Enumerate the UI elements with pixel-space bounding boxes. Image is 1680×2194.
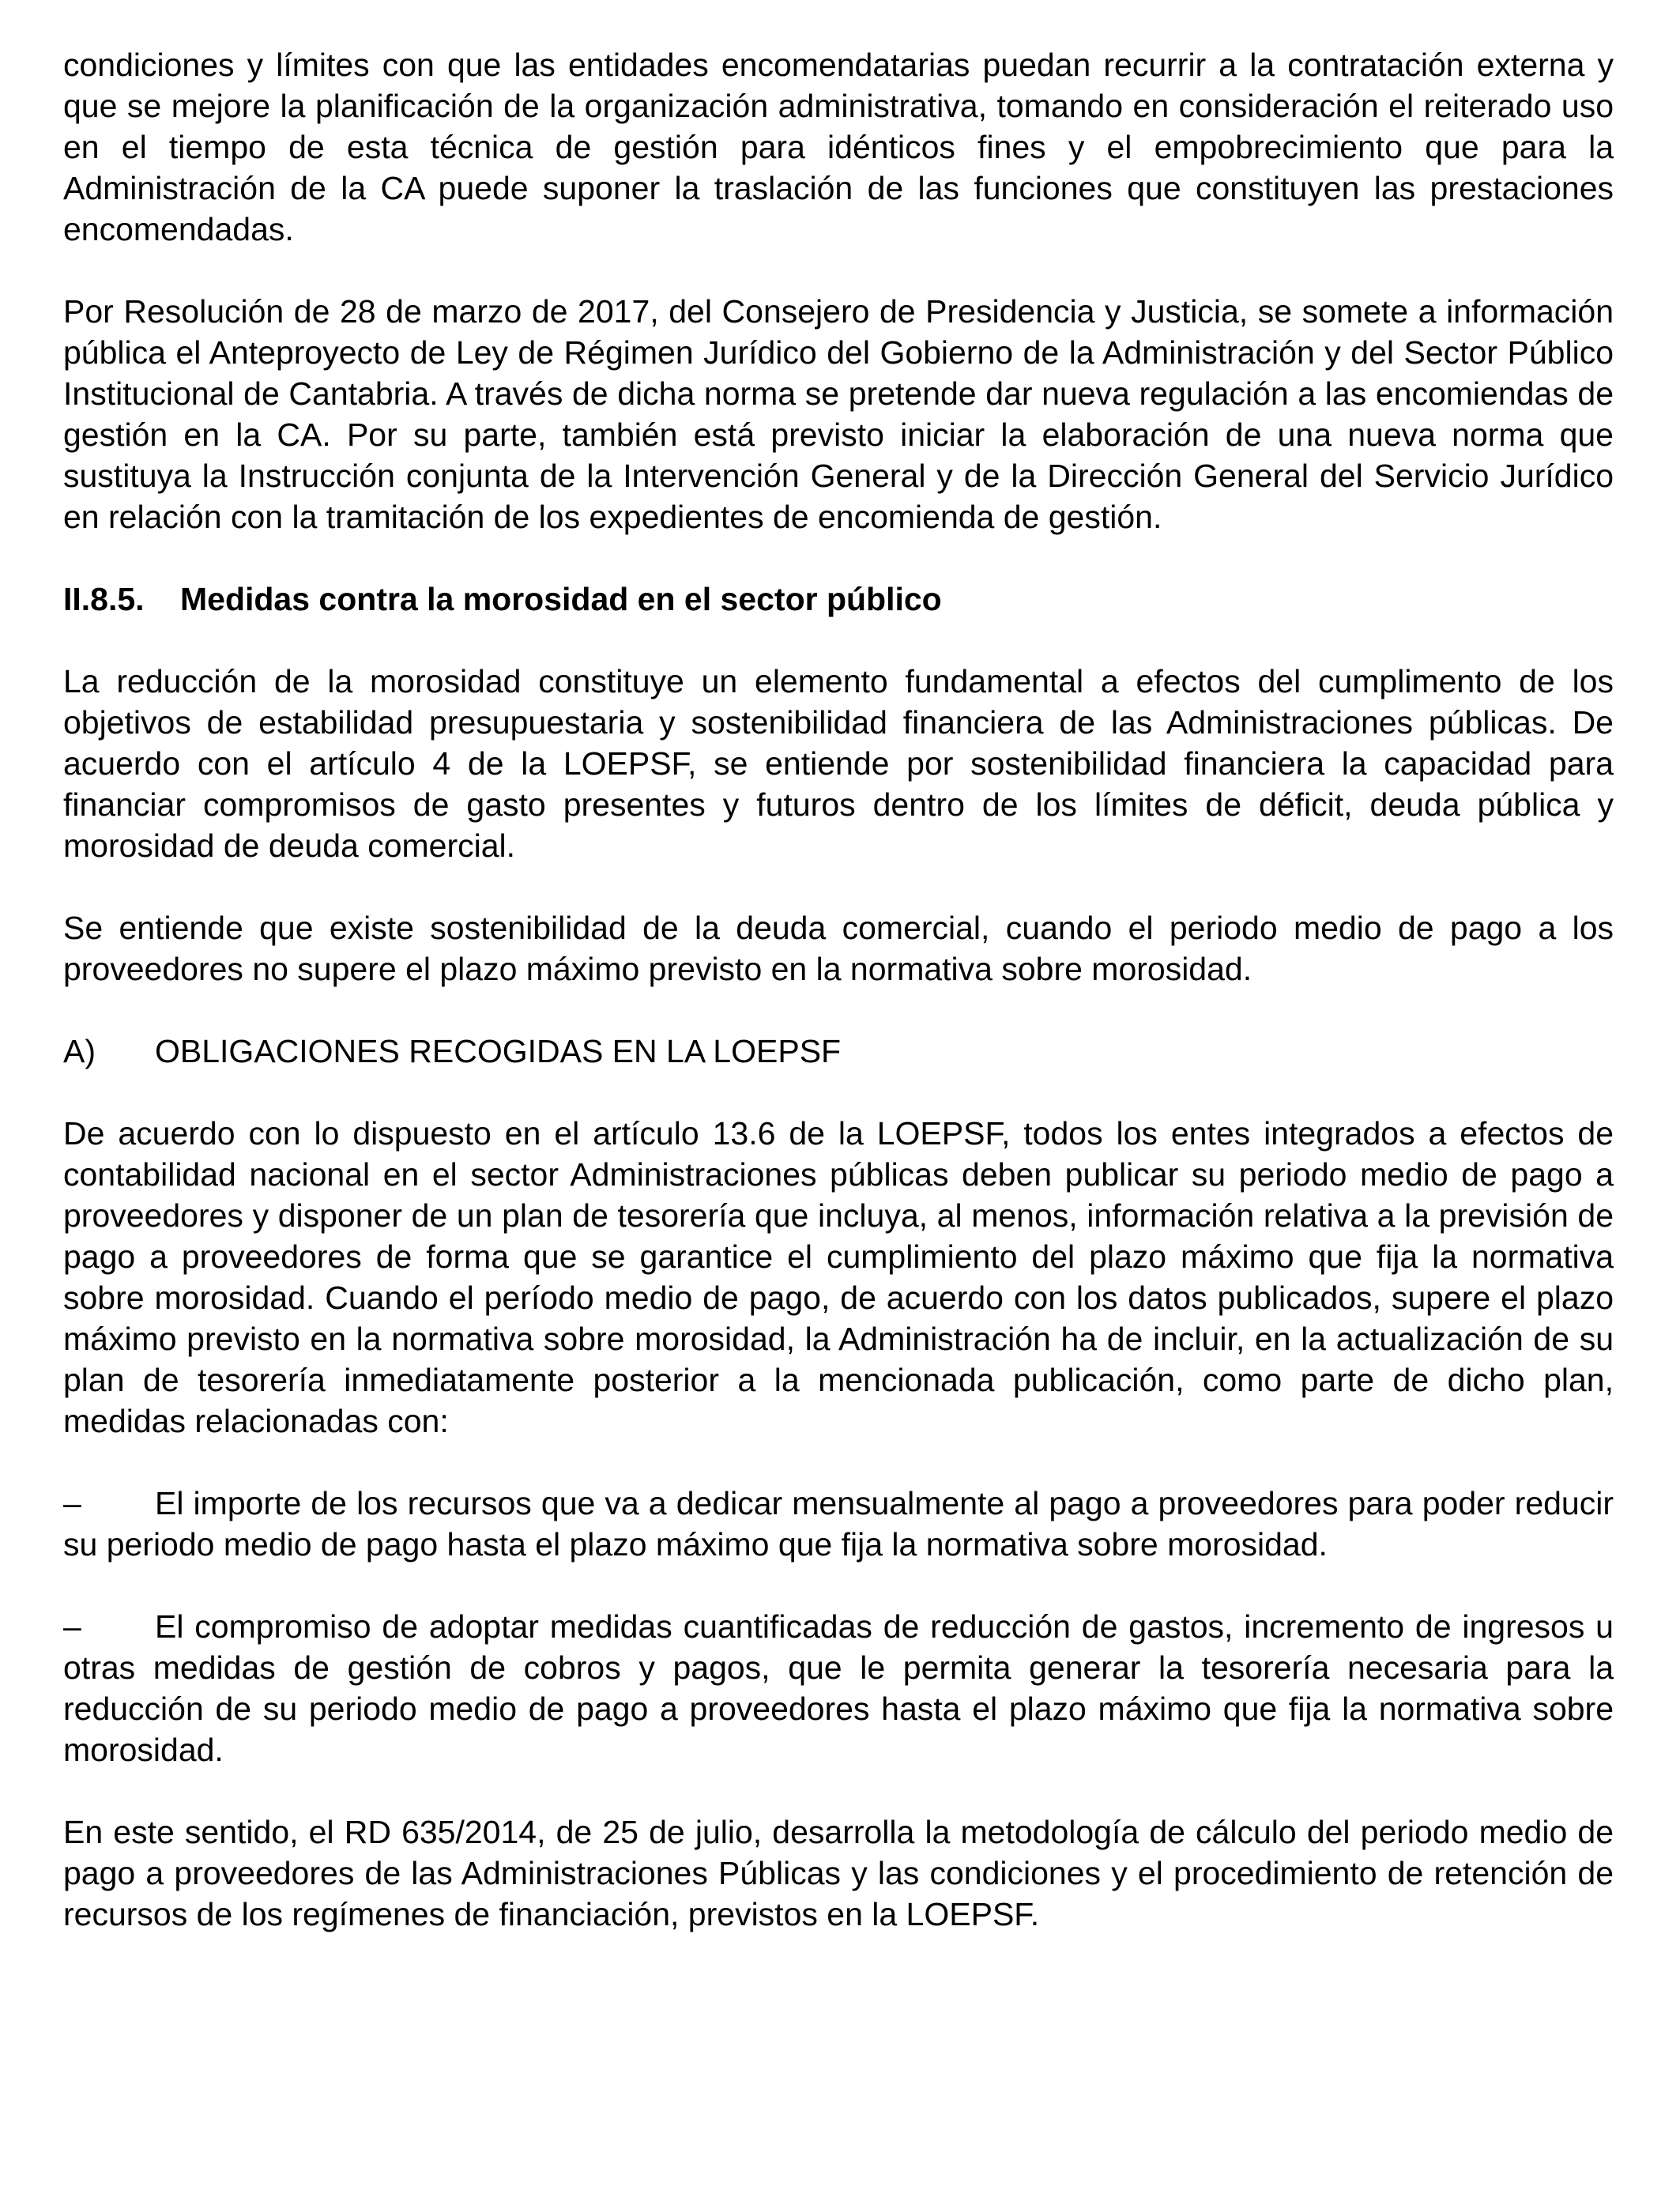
section-number: II.8.5.	[63, 581, 145, 617]
document-page	[63, 44, 1614, 1935]
subsection-heading	[63, 1031, 1614, 1072]
subsection-title: OBLIGACIONES RECOGIDAS EN LA LOEPSF	[155, 1033, 842, 1069]
paragraph-articulo-13-6: De acuerdo con lo dispuesto en el artículo 13.6 de la LOEPSF, todos los entes integrados a efectos de contabilidad nacional en el sector Administraciones públicas deben publicar su periodo medio de pago a proveedores y disponer de un plan de tesorería que incluya, al menos, información relativa a la previsión de pago a proveedores de forma que se garantice el cumplimiento del plazo máximo que fija la normativa sobre morosidad. Cuando el período medio de pago, de acuerdo con los datos publicados, supere el plazo máximo previsto en la normativa sobre morosidad, la Administración ha de incluir, en la actualización de su plan de tesorería inmediatamente posterior a la mencionada publicación, como parte de dicho plan, medidas relacionadas con:	[63, 1115, 1614, 1439]
paragraph-encomiendas-conditions: condiciones y límites con que las entidades encomendatarias puedan recurrir a la contratación externa y que se mejore la planificación de la organización administrativa, tomando en consideración el reiterado uso en el tiempo de esta técnica de gestión para idénticos fines y el empobrecimiento que para la Administración de la CA puede suponer la traslación de las funciones que constituyen las prestaciones encomendadas.	[63, 47, 1614, 247]
bullet-dash: –	[63, 1485, 81, 1521]
paragraph-sostenibilidad-deuda: Se entiende que existe sostenibilidad de la deuda comercial, cuando el periodo medio de pago a los proveedores no supere el plazo máximo previsto en la normativa sobre morosidad.	[63, 910, 1614, 987]
subsection-number: A)	[63, 1033, 96, 1069]
section-title: Medidas contra la morosidad en el sector público	[180, 581, 942, 617]
paragraph-resolucion-2017: Por Resolución de 28 de marzo de 2017, del Consejero de Presidencia y Justicia, se somete a información pública el Anteproyecto de Ley de Régimen Jurídico del Gobierno de la Administración y del Sector Público Institucional de Cantabria. A través de dicha norma se pretende dar nueva regulación a las encomiendas de gestión en la CA. Por su parte, también está previsto iniciar la elaboración de una nueva norma que sustituya la Instrucción conjunta de la Intervención General y de la Dirección General del Servicio Jurídico en relación con la tramitación de los expedientes de encomienda de gestión.	[63, 293, 1614, 535]
paragraph-rd-635-2014: En este sentido, el RD 635/2014, de 25 de julio, desarrolla la metodología de cálculo del periodo medio de pago a proveedores de las Administraciones Públicas y las condiciones y el procedimiento de retención de recursos de los regímenes de financiación, previstos en la LOEPSF.	[63, 1814, 1614, 1932]
bullet-item	[63, 1483, 1614, 1565]
paragraph-reduccion-morosidad: La reducción de la morosidad constituye un elemento fundamental a efectos del cumplimento de los objetivos de estabilidad presupuestaria y sostenibilidad financiera de las Administraciones públicas. De acuerdo con el artículo 4 de la LOEPSF, se entiende por sostenibilidad financiera la capacidad para financiar compromisos de gasto presentes y futuros dentro de los límites de déficit, deuda pública y morosidad de deuda comercial.	[63, 663, 1614, 864]
bullet-text: El importe de los recursos que va a dedicar mensualmente al pago a proveedores para poder reducir su periodo medio de pago hasta el plazo máximo que fija la normativa sobre morosidad.	[63, 1485, 1614, 1563]
section-heading	[63, 579, 1614, 620]
bullet-item	[63, 1606, 1614, 1770]
bullet-dash: –	[63, 1608, 81, 1645]
bullet-text: El compromiso de adoptar medidas cuantificadas de reducción de gastos, incremento de ingresos u otras medidas de gestión de cobros y pagos, que le permita generar la tesorería necesaria para la reducción de su periodo medio de pago a proveedores hasta el plazo máximo que fija la normativa sobre morosidad.	[63, 1608, 1614, 1768]
